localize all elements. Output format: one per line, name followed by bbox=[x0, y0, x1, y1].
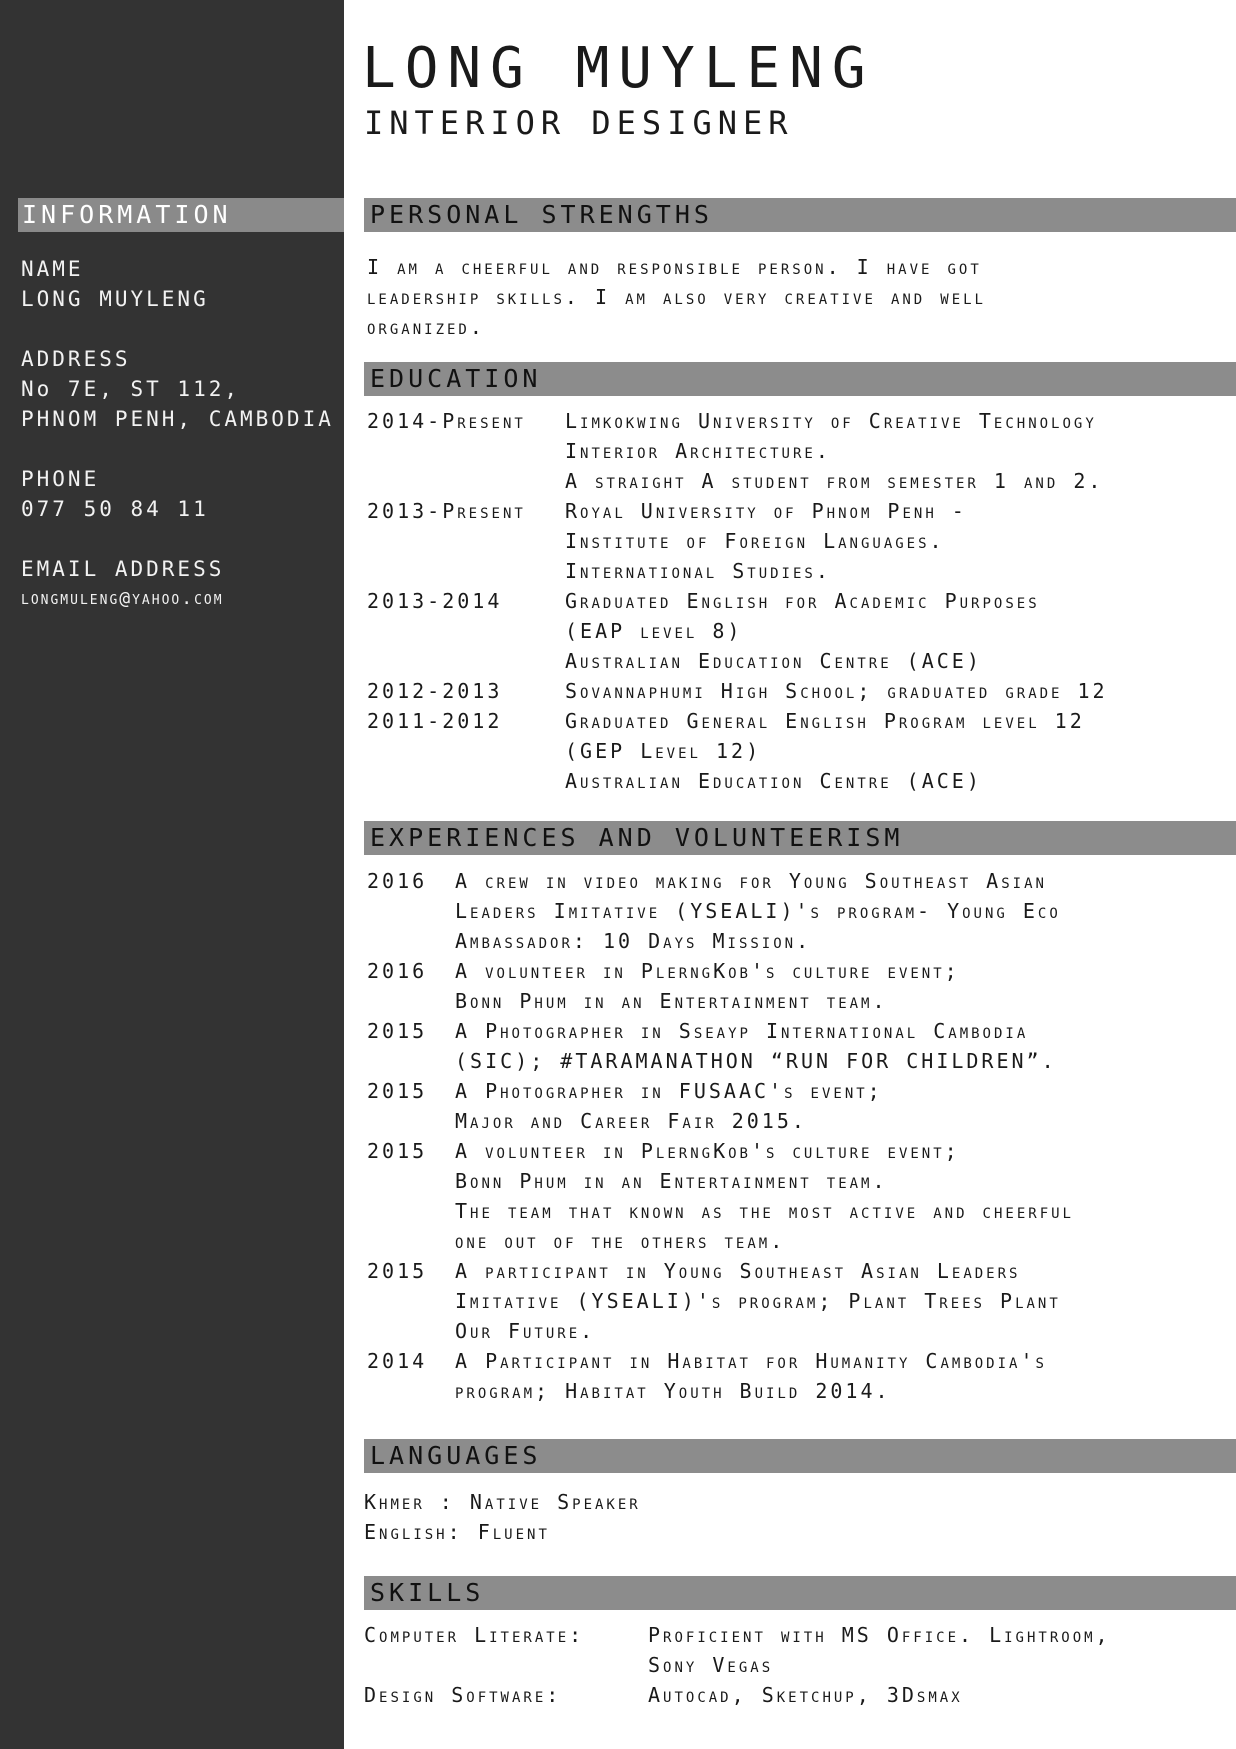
phone-value: 077 50 84 11 bbox=[21, 497, 209, 521]
education-entry bbox=[367, 676, 1227, 706]
name-label: NAME bbox=[21, 257, 84, 281]
experience-details bbox=[455, 1256, 1061, 1346]
address-group bbox=[21, 344, 341, 434]
address-line-1: No 7E, ST 112, bbox=[21, 377, 241, 401]
experience-line: A volunteer in PlerngKob's culture event; bbox=[455, 1139, 960, 1163]
experience-line: Bonn Phum in an Entertainment team. bbox=[455, 1169, 888, 1193]
experience-line: A participant in Young Southeast Asian Leaders bbox=[455, 1259, 1021, 1283]
strengths-line: organized. bbox=[367, 315, 485, 339]
education-year: 2011-2012 bbox=[367, 709, 503, 733]
experience-details bbox=[455, 866, 1061, 956]
education-line: Australian Education Centre (ACE) bbox=[565, 649, 982, 673]
education-entry bbox=[367, 496, 1227, 586]
experience-line: A crew in video making for Young Southeast Asian bbox=[455, 869, 1047, 893]
education-details bbox=[565, 676, 1108, 706]
experience-heading: EXPERIENCES AND VOLUNTEERISM bbox=[364, 821, 1236, 855]
education-entry bbox=[367, 706, 1227, 796]
name-value: LONG MUYLENG bbox=[21, 287, 209, 311]
experience-details bbox=[455, 956, 960, 1016]
languages-heading: LANGUAGES bbox=[364, 1439, 1236, 1473]
education-line: Institute of Foreign Languages. bbox=[565, 529, 945, 553]
skill-line: Proficient with MS Office. Lightroom, bbox=[648, 1623, 1111, 1647]
experience-line: Our Future. bbox=[455, 1319, 596, 1343]
education-line: Limkokwing University of Creative Technology bbox=[565, 409, 1097, 433]
strengths-line: I am a cheerful and responsible person. I have got bbox=[367, 255, 982, 279]
main-content bbox=[344, 0, 1236, 1749]
experience-year: 2016 bbox=[367, 869, 428, 893]
contact-info bbox=[21, 254, 341, 644]
skill-line: Autocad, Sketchup, 3Dsmax bbox=[648, 1683, 963, 1707]
experience-line: A volunteer in PlerngKob's culture event; bbox=[455, 959, 960, 983]
education-year: 2014-Present bbox=[367, 409, 526, 433]
job-title: INTERIOR DESIGNER bbox=[364, 104, 794, 142]
education-line: Sovannaphumi High School; graduated grade 12 bbox=[565, 679, 1108, 703]
education-line: Interior Architecture. bbox=[565, 439, 831, 463]
skill-line: Sony Vegas bbox=[648, 1653, 774, 1677]
education-details bbox=[565, 496, 967, 586]
education-line: Graduated English for Academic Purposes bbox=[565, 589, 1040, 613]
resume-name: LONG MUYLENG bbox=[362, 36, 875, 101]
education-line: (GEP Level 12) bbox=[565, 739, 762, 763]
education-heading: EDUCATION bbox=[364, 362, 1236, 396]
skill-entry bbox=[364, 1680, 1224, 1710]
education-line: Australian Education Centre (ACE) bbox=[565, 769, 982, 793]
email-group bbox=[21, 554, 341, 614]
experience-line: one out of the others team. bbox=[455, 1229, 786, 1253]
language-item: English: Fluent bbox=[364, 1520, 550, 1544]
education-line: (EAP level 8) bbox=[565, 619, 743, 643]
skill-details bbox=[648, 1620, 1111, 1680]
education-details bbox=[565, 406, 1103, 496]
experience-details bbox=[455, 1076, 883, 1136]
experience-entry bbox=[367, 1256, 1227, 1346]
education-year: 2013-Present bbox=[367, 499, 526, 523]
education-list bbox=[367, 406, 1227, 796]
experience-details bbox=[455, 1136, 1074, 1256]
skill-label: Computer Literate: bbox=[364, 1623, 585, 1647]
sidebar bbox=[0, 0, 344, 1749]
experience-details bbox=[455, 1346, 1047, 1406]
education-details bbox=[565, 706, 1085, 796]
education-details bbox=[565, 586, 1040, 676]
address-label: ADDRESS bbox=[21, 347, 131, 371]
experience-year: 2015 bbox=[367, 1259, 428, 1283]
experience-entry bbox=[367, 1346, 1227, 1406]
experience-line: The team that known as the most active and cheerful bbox=[455, 1199, 1074, 1223]
experience-line: Imitative (YSEALI)'s program; Plant Trees Plant bbox=[455, 1289, 1061, 1313]
experience-year: 2015 bbox=[367, 1019, 428, 1043]
name-group bbox=[21, 254, 341, 314]
sidebar-heading: INFORMATION bbox=[18, 198, 344, 232]
experience-year: 2015 bbox=[367, 1139, 428, 1163]
languages-list bbox=[364, 1487, 1224, 1547]
education-year: 2013-2014 bbox=[367, 589, 503, 613]
experience-line: Bonn Phum in an Entertainment team. bbox=[455, 989, 888, 1013]
experience-entry bbox=[367, 866, 1227, 956]
experience-year: 2015 bbox=[367, 1079, 428, 1103]
strengths-heading: PERSONAL STRENGTHS bbox=[364, 198, 1236, 232]
education-entry bbox=[367, 586, 1227, 676]
experience-line: program; Habitat Youth Build 2014. bbox=[455, 1379, 891, 1403]
strengths-line: leadership skills. I am also very creative and well bbox=[367, 285, 986, 309]
experience-entry bbox=[367, 1136, 1227, 1256]
email-label: EMAIL ADDRESS bbox=[21, 557, 225, 581]
education-line: A straight A student from semester 1 and 2. bbox=[565, 469, 1104, 493]
strengths-text bbox=[367, 252, 1227, 342]
experience-line: A Photographer in FUSAAC's event; bbox=[455, 1079, 883, 1103]
skill-label: Design Software: bbox=[364, 1683, 562, 1707]
experience-line: A Photographer in Sseayp International Cambodia bbox=[455, 1019, 1029, 1043]
experience-year: 2014 bbox=[367, 1349, 428, 1373]
skills-heading: SKILLS bbox=[364, 1576, 1236, 1610]
education-year: 2012-2013 bbox=[367, 679, 503, 703]
address-line-2: PHNOM PENH, CAMBODIA bbox=[21, 407, 334, 431]
experience-details bbox=[455, 1016, 1057, 1076]
experience-list bbox=[367, 866, 1227, 1406]
phone-group bbox=[21, 464, 341, 524]
skills-list bbox=[364, 1620, 1224, 1710]
experience-entry bbox=[367, 1076, 1227, 1136]
experience-line: Major and Career Fair 2015. bbox=[455, 1109, 807, 1133]
education-entry bbox=[367, 406, 1227, 496]
experience-line: Ambassador: 10 Days Mission. bbox=[455, 929, 812, 953]
skill-entry bbox=[364, 1620, 1224, 1680]
experience-line: A Participant in Habitat for Humanity Cambodia's bbox=[455, 1349, 1047, 1373]
experience-line: Leaders Imitative (YSEALI)'s program- Young Eco bbox=[455, 899, 1061, 923]
education-line: Graduated General English Program level 12 bbox=[565, 709, 1085, 733]
language-item: Khmer : Native Speaker bbox=[364, 1490, 641, 1514]
education-line: Royal University of Phnom Penh - bbox=[565, 499, 967, 523]
experience-entry bbox=[367, 1016, 1227, 1076]
experience-line: (SIC); #TARAMANATHON “RUN FOR CHILDREN”. bbox=[455, 1049, 1057, 1073]
education-line: International Studies. bbox=[565, 559, 831, 583]
phone-label: PHONE bbox=[21, 467, 100, 491]
email-value: longmuleng@yahoo.com bbox=[21, 588, 224, 609]
skill-details bbox=[648, 1680, 963, 1710]
experience-year: 2016 bbox=[367, 959, 428, 983]
experience-entry bbox=[367, 956, 1227, 1016]
